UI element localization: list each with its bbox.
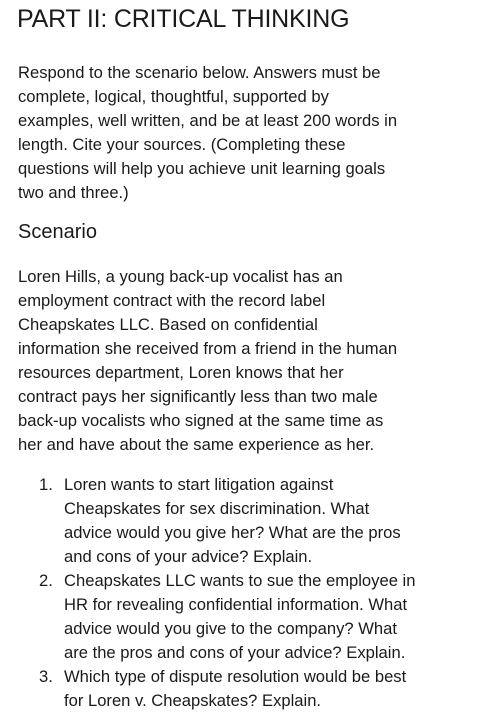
scenario-line: resources department, Loren knows that her — [18, 363, 344, 382]
question-line: are the pros and cons of your advice? Explain. — [64, 643, 406, 662]
scenario-paragraph — [18, 265, 468, 457]
question-line: Cheapskates for sex discrimination. What — [64, 499, 370, 518]
scenario-line: employment contract with the record label — [18, 291, 326, 310]
question-line: advice would you give her? What are the pros — [64, 523, 401, 542]
scenario-line: back-up vocalists who signed at the same time as — [18, 411, 384, 430]
question-line: Cheapskates LLC wants to sue the employee in — [64, 571, 416, 590]
question-line: advice would you give to the company? What — [64, 619, 397, 638]
question-list — [0, 473, 478, 713]
question-number: 1. — [39, 475, 53, 494]
question-item — [0, 569, 478, 665]
scenario-line: contract pays her significantly less than two male — [18, 387, 378, 406]
scenario-heading: Scenario — [18, 221, 97, 243]
question-line: for Loren v. Cheapskates? Explain. — [64, 691, 322, 710]
question-text — [64, 665, 468, 713]
question-line: Loren wants to start litigation against — [64, 475, 334, 494]
question-item — [0, 473, 478, 569]
instructions-line: length. Cite your sources. (Completing these — [18, 135, 346, 154]
question-number: 2. — [39, 571, 53, 590]
instructions-line: Respond to the scenario below. Answers must be — [18, 63, 381, 82]
question-line: and cons of your advice? Explain. — [64, 547, 313, 566]
part-title: PART II: CRITICAL THINKING — [17, 5, 350, 33]
instructions-line: two and three.) — [18, 183, 129, 202]
question-number: 3. — [39, 667, 53, 686]
question-text — [64, 569, 468, 665]
instructions-line: complete, logical, thoughtful, supported by — [18, 87, 329, 106]
scenario-line: her and have about the same experience as her. — [18, 435, 375, 454]
instructions-line: questions will help you achieve unit learning goals — [18, 159, 386, 178]
question-line: HR for revealing confidential information. What — [64, 595, 408, 614]
instructions-paragraph — [18, 61, 468, 205]
scenario-line: information she received from a friend in the human — [18, 339, 398, 358]
instructions-line: examples, well written, and be at least 200 words in — [18, 111, 398, 130]
question-text — [64, 473, 468, 569]
question-item — [0, 665, 478, 713]
question-line: Which type of dispute resolution would be best — [64, 667, 407, 686]
scenario-line: Loren Hills, a young back-up vocalist has an — [18, 267, 343, 286]
scenario-line: Cheapskates LLC. Based on confidential — [18, 315, 318, 334]
